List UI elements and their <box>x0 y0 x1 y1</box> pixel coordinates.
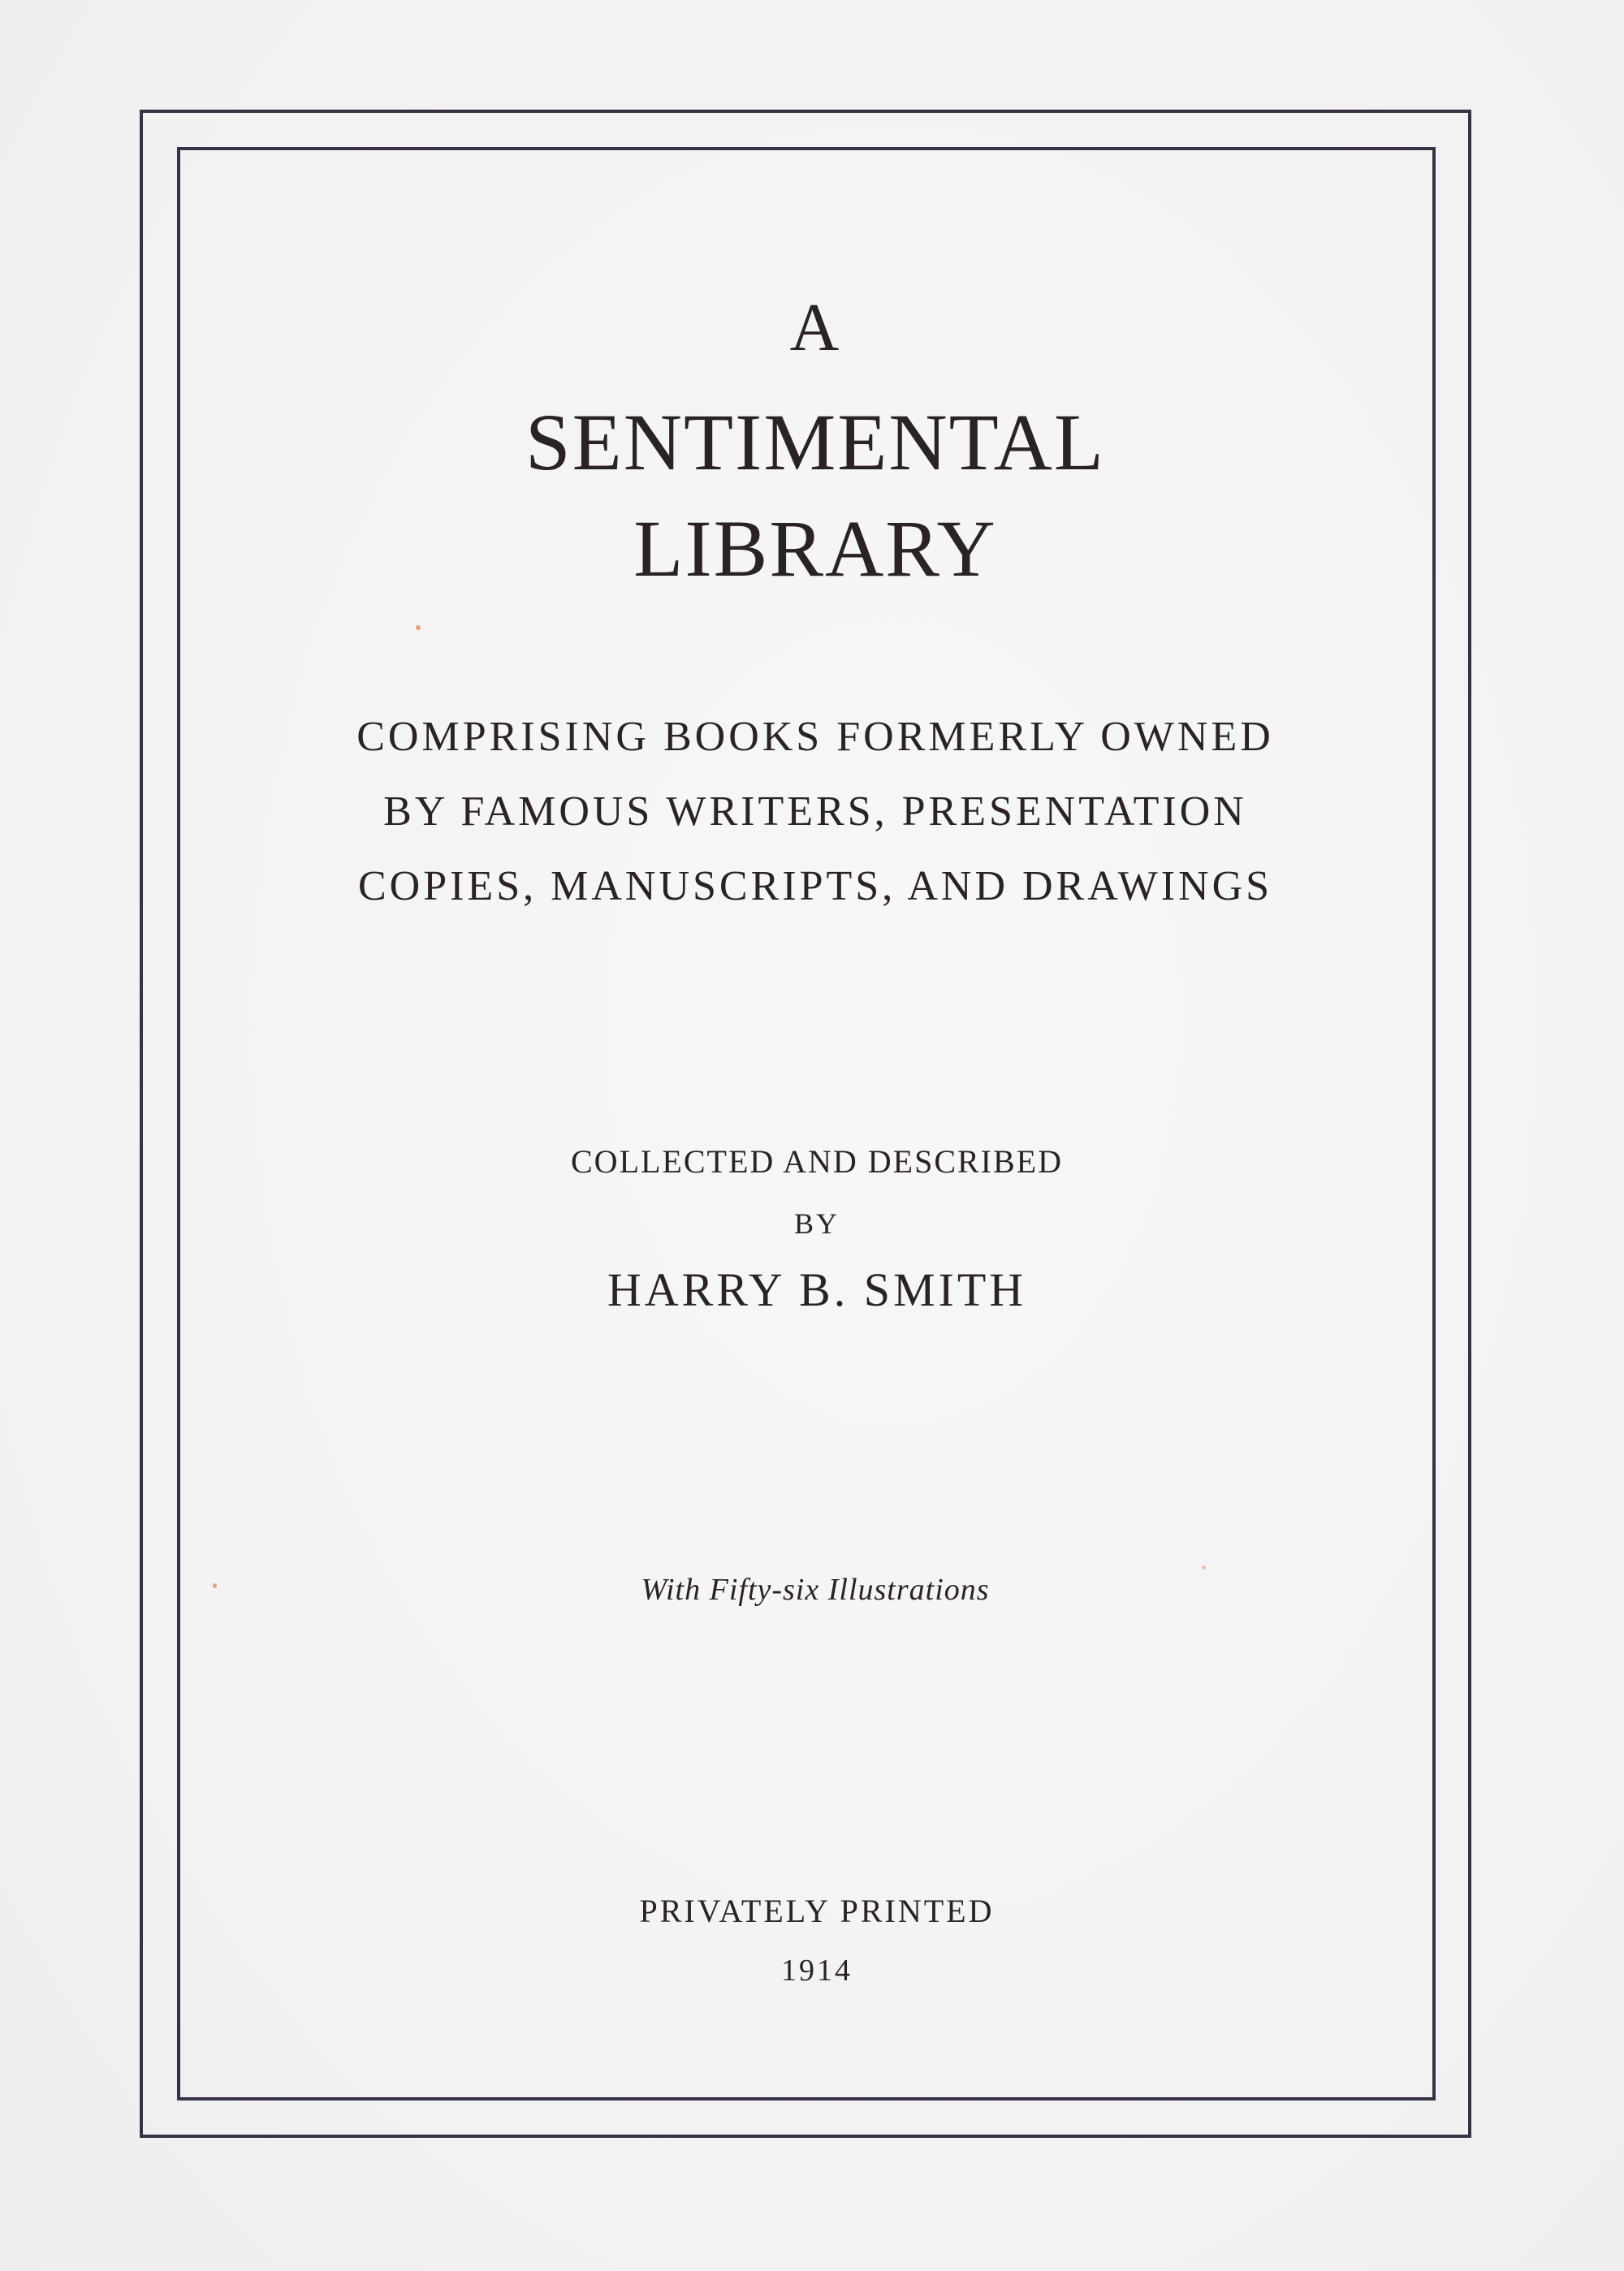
by-label: BY <box>793 1207 840 1240</box>
collected-and-described: COLLECTED AND DESCRIBED <box>571 1143 1063 1180</box>
imprint-year: 1914 <box>781 1954 853 1988</box>
foxing-speck <box>1202 1565 1206 1569</box>
subtitle-line-3: COPIES, MANUSCRIPTS, AND DRAWINGS <box>357 863 1273 909</box>
author-name: HARRY B. SMITH <box>607 1263 1027 1316</box>
illustrations-note: With Fifty-six Illustrations <box>641 1573 990 1607</box>
subtitle-line-2: BY FAMOUS WRITERS, PRESENTATION <box>383 788 1247 835</box>
foxing-speck <box>416 625 421 630</box>
title-line-library: LIBRARY <box>633 503 997 594</box>
title-line-sentimental: SENTIMENTAL <box>525 397 1105 487</box>
foxing-speck <box>213 1583 217 1588</box>
title-article: A <box>789 290 841 365</box>
imprint-privately-printed: PRIVATELY PRINTED <box>639 1893 995 1929</box>
subtitle-line-1: COMPRISING BOOKS FORMERLY OWNED <box>356 714 1274 760</box>
